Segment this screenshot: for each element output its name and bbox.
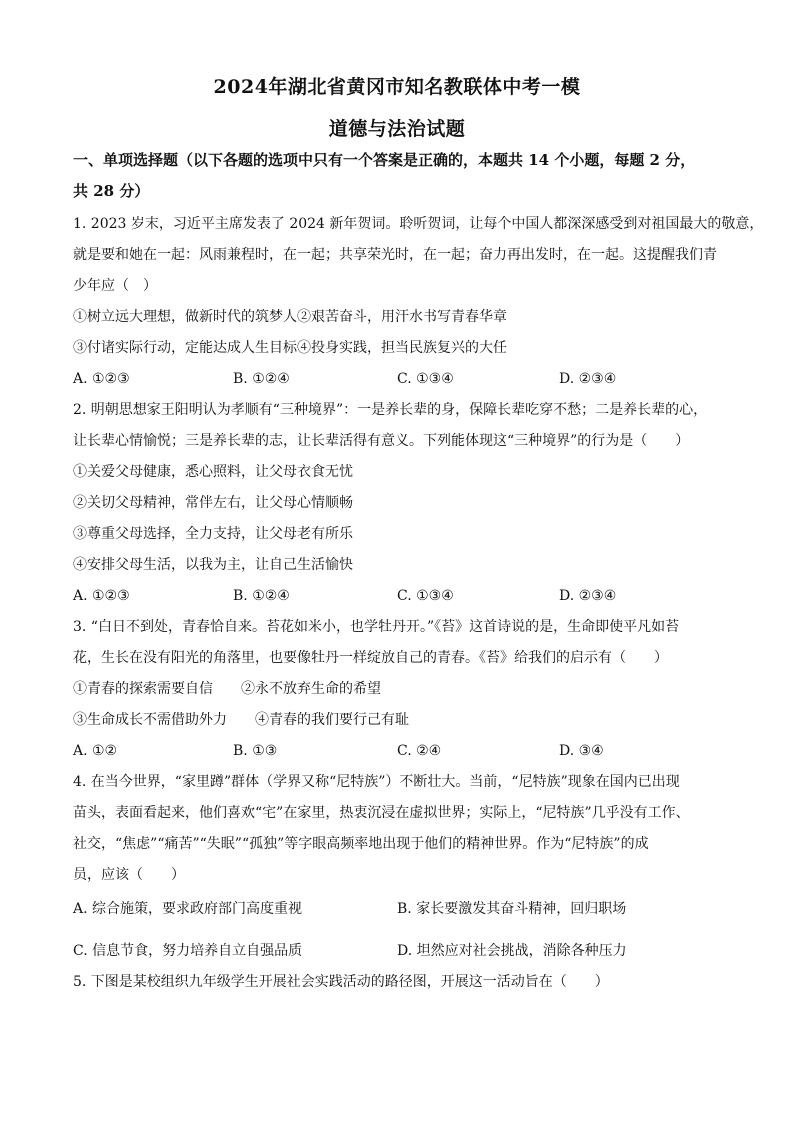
question-3-option-d[interactable]: D. ③④ <box>559 743 604 759</box>
question-2-stem: 让长辈心情愉悦；三是养长辈的志，让长辈活得有意义。下列能体现这“三种境界”的行为是（ ） <box>73 433 690 449</box>
question-3-option-c[interactable]: C. ②④ <box>397 743 442 759</box>
page-title: 2024年湖北省黄冈市知名教联体中考一模 <box>213 76 581 98</box>
section-heading-cont: 共 28 分） <box>73 182 150 200</box>
question-4-option-a[interactable]: A. 综合施策，要求政府部门高度重视 <box>73 901 303 917</box>
question-1-option-d[interactable]: D. ②③④ <box>559 371 617 387</box>
question-1-stem: 1. 2023 岁末，习近平主席发表了 2024 新年贺词。聆听贺词，让每个中国人都深深感受到对祖国最大的敬意， <box>73 216 764 232</box>
section-heading: 一、单项选择题（以下各题的选项中只有一个答案是正确的，本题共 14 个小题，每题 2 分， <box>73 151 696 169</box>
question-4-stem: 员，应该（ ） <box>73 867 185 883</box>
question-4-stem: 苗头，表面看起来，他们喜欢“宅”在家里，热衷沉浸在虚拟世界；实际上，“尼特族”几乎没有工作、 <box>73 805 690 821</box>
question-1-stem: 就是要和她在一起：风雨兼程时，在一起；共享荣光时，在一起；奋力再出发时，在一起。这提醒我们青 <box>73 247 717 263</box>
page-subtitle: 道德与法治试题 <box>328 118 466 140</box>
question-2-option-d[interactable]: D. ②③④ <box>559 588 617 604</box>
question-1-option-a[interactable]: A. ①②③ <box>73 371 130 387</box>
question-2-option-c[interactable]: C. ①③④ <box>397 588 454 604</box>
question-3-item: ①青春的探索需要自信 ②永不放弃生命的希望 <box>73 681 381 697</box>
question-2-option-b[interactable]: B. ①②④ <box>233 588 290 604</box>
question-5-stem: 5. 下图是某校组织九年级学生开展社会实践活动的路径图，开展这一活动旨在（ ） <box>73 974 609 990</box>
question-2-item: ②关切父母精神，常伴左右，让父母心情顺畅 <box>73 495 353 511</box>
question-3-stem: 花，生长在没有阳光的角落里，也要像牡丹一样绽放自己的青春。《苔》给我们的启示有（ ） <box>73 650 668 666</box>
question-1-option-c[interactable]: C. ①③④ <box>397 371 454 387</box>
question-4-stem: 社交，“焦虑”“痛苦”“失眠”“孤独”等字眼高频率地出现于他们的精神世界。作为“尼特族”的成 <box>73 836 649 852</box>
question-4-option-b[interactable]: B. 家长要激发其奋斗精神，回归职场 <box>397 901 627 917</box>
question-4-stem: 4. 在当今世界，“家里蹲”群体（学界又称“尼特族”）不断壮大。当前，“尼特族”现象在国内已出现 <box>73 774 680 790</box>
question-3-option-a[interactable]: A. ①② <box>73 743 118 759</box>
question-3-stem: 3. “白日不到处，青春恰自来。苔花如米小，也学牡丹开。”《苔》这首诗说的是，生命即使平凡如苔 <box>73 619 680 635</box>
question-2-item: ③尊重父母选择，全力支持，让父母老有所乐 <box>73 526 353 542</box>
question-1-item: ③付诸实际行动，定能达成人生目标④投身实践，担当民族复兴的大任 <box>73 340 507 356</box>
question-4-option-d[interactable]: D. 坦然应对社会挑战，消除各种压力 <box>397 943 627 959</box>
question-2-option-a[interactable]: A. ①②③ <box>73 588 130 604</box>
question-3-item: ③生命成长不需借助外力 ④青春的我们要行己有耻 <box>73 712 409 728</box>
question-3-option-b[interactable]: B. ①③ <box>233 743 278 759</box>
question-2-stem: 2. 明朝思想家王阳明认为孝顺有“三种境界”：一是养长辈的身，保障长辈吃穿不愁；二是养长辈的心， <box>73 402 708 418</box>
question-4-option-c[interactable]: C. 信息节食，努力培养自立自强品质 <box>73 943 303 959</box>
question-1-option-b[interactable]: B. ①②④ <box>233 371 290 387</box>
question-1-item: ①树立远大理想，做新时代的筑梦人②艰苦奋斗，用汗水书写青春华章 <box>73 309 507 325</box>
question-1-stem: 少年应（ ） <box>73 278 157 294</box>
question-2-item: ④安排父母生活，以我为主，让自己生活愉快 <box>73 557 353 573</box>
question-2-item: ①关爱父母健康，悉心照料，让父母衣食无忧 <box>73 464 353 480</box>
